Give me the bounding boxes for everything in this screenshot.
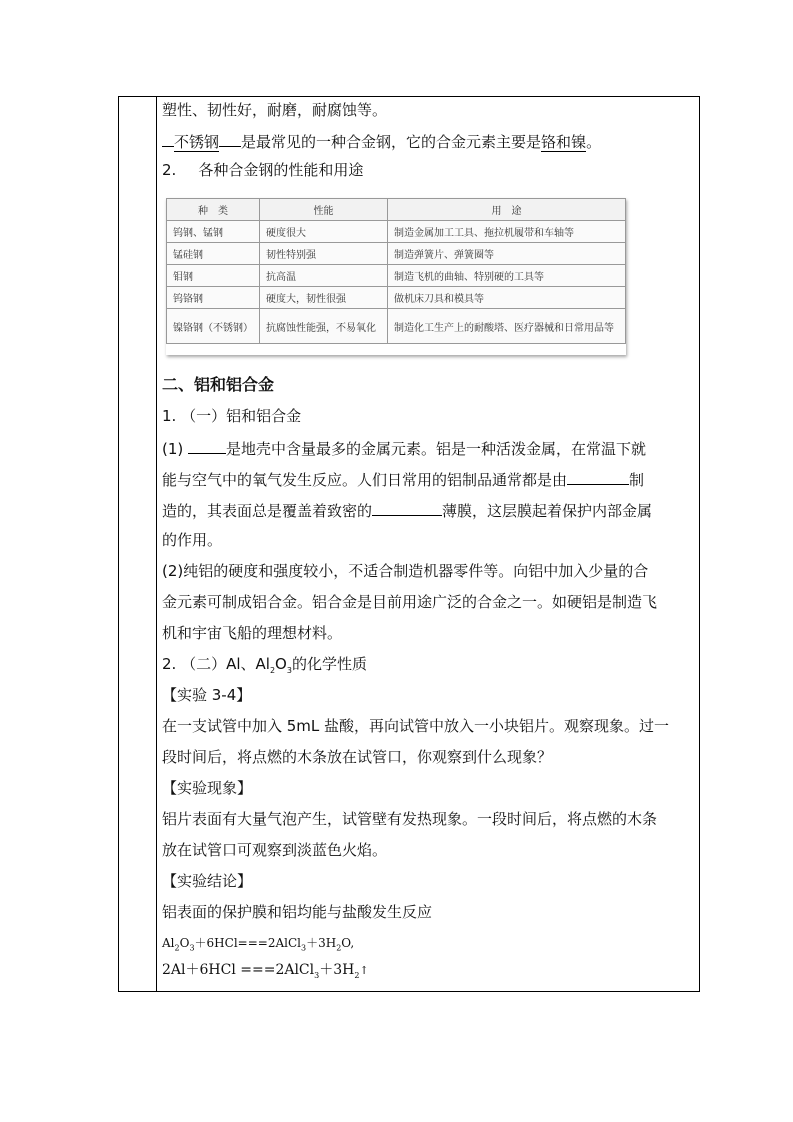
- table-cell: 硬度很大: [260, 221, 388, 243]
- table-cell: 抗高温: [260, 265, 388, 287]
- para1-line3: 造的，其表面总是覆盖着致密的 薄膜，这层膜起着保护内部金属: [162, 499, 652, 521]
- table-cell: 制造化工生产上的耐酸塔、医疗器械和日常用品等: [388, 309, 626, 344]
- table-cell: 钨钢、锰钢: [167, 221, 260, 243]
- column-divider: [156, 96, 157, 992]
- line-alloy-steel-heading: 2. 各种合金钢的性能和用途: [162, 161, 364, 179]
- para1-line2: 能与空气中的氧气发生反应。人们日常用的铝制品通常都是由 制: [162, 468, 644, 490]
- equation-1: $Al_2O_3+6HCl===2AlCl_3+3H_2O$,: [162, 936, 355, 953]
- table-cell: 做机床刀具和模具等: [388, 287, 626, 309]
- table-cell: 镍铬钢（不锈钢）: [167, 309, 260, 344]
- subsection-chemistry: 2. （二）Al、$Al_2O_3$的化学性质: [162, 655, 367, 675]
- section-aluminum-heading: 二、铝和铝合金: [162, 375, 275, 394]
- table-header-type: 种 类: [167, 199, 260, 221]
- table-cell: 钼钢: [167, 265, 260, 287]
- experiment-line1: 在一支试管中加入 5mL 盐酸，再向试管中放入一小块铝片。观察现象。过一: [162, 717, 670, 735]
- table-cell: 锰硅钢: [167, 243, 260, 265]
- para2-line1: (2)纯铝的硬度和强度较小，不适合制造机器零件等。向铝中加入少量的合: [162, 562, 649, 580]
- table-row: [167, 309, 626, 344]
- table-row: [167, 265, 626, 287]
- table-cell: 制造弹簧片、弹簧圈等: [388, 243, 626, 265]
- line-properties: 塑性、韧性好，耐磨，耐腐蚀等。: [162, 101, 388, 119]
- equation-2: $2Al+6HCl ===2AlCl_3+3H_2↑$: [162, 962, 369, 980]
- table-cell: 制造飞机的曲轴、特别硬的工具等: [388, 265, 626, 287]
- experiment-line2: 段时间后，将点燃的木条放在试管口，你观察到什么现象？: [162, 748, 553, 766]
- table-header-property: 性能: [260, 199, 388, 221]
- table-cell: 钨铬钢: [167, 287, 260, 309]
- observation-line1: 铝片表面有大量气泡产生，试管壁有发热现象。一段时间后，将点燃的木条: [162, 810, 658, 828]
- table-header-use: 用 途: [388, 199, 626, 221]
- table-header-row: [167, 199, 626, 221]
- table-cell: 制造金属加工工具、拖拉机履带和车轴等: [388, 221, 626, 243]
- observation-title: 【实验现象】: [162, 779, 253, 797]
- table-cell: 抗腐蚀性能强，不易氧化: [260, 309, 388, 344]
- table-cell: 硬度大，韧性很强: [260, 287, 388, 309]
- table-cell: 韧性特别强: [260, 243, 388, 265]
- table-row: [167, 287, 626, 309]
- line-stainless-steel: 不锈钢 是最常见的一种合金钢，它的合金元素主要是铬和镍。: [162, 130, 601, 152]
- para1-line4: 的作用。: [162, 531, 223, 549]
- para2-line3: 机和宇宙飞船的理想材料。: [162, 624, 343, 642]
- para2-line2: 金元素可制成铝合金。铝合金是目前用途广泛的合金之一。如硬铝是制造飞: [162, 593, 658, 611]
- conclusion-title: 【实验结论】: [162, 872, 253, 890]
- table-row: [167, 221, 626, 243]
- experiment-title: 【实验 3-4】: [162, 686, 252, 704]
- up-arrow-icon: ↑: [359, 964, 369, 977]
- observation-line2: 放在试管口可观察到淡蓝色火焰。: [162, 841, 388, 859]
- alloy-steel-table: [166, 198, 626, 344]
- table-row: [167, 243, 626, 265]
- conclusion-line1: 铝表面的保护膜和铝均能与盐酸发生反应: [162, 903, 433, 921]
- subsection-aluminum: 1. （一）铝和铝合金: [162, 407, 302, 425]
- para1-line1: (1) 是地壳中含量最多的金属元素。铝是一种活泼金属，在常温下就: [162, 437, 646, 459]
